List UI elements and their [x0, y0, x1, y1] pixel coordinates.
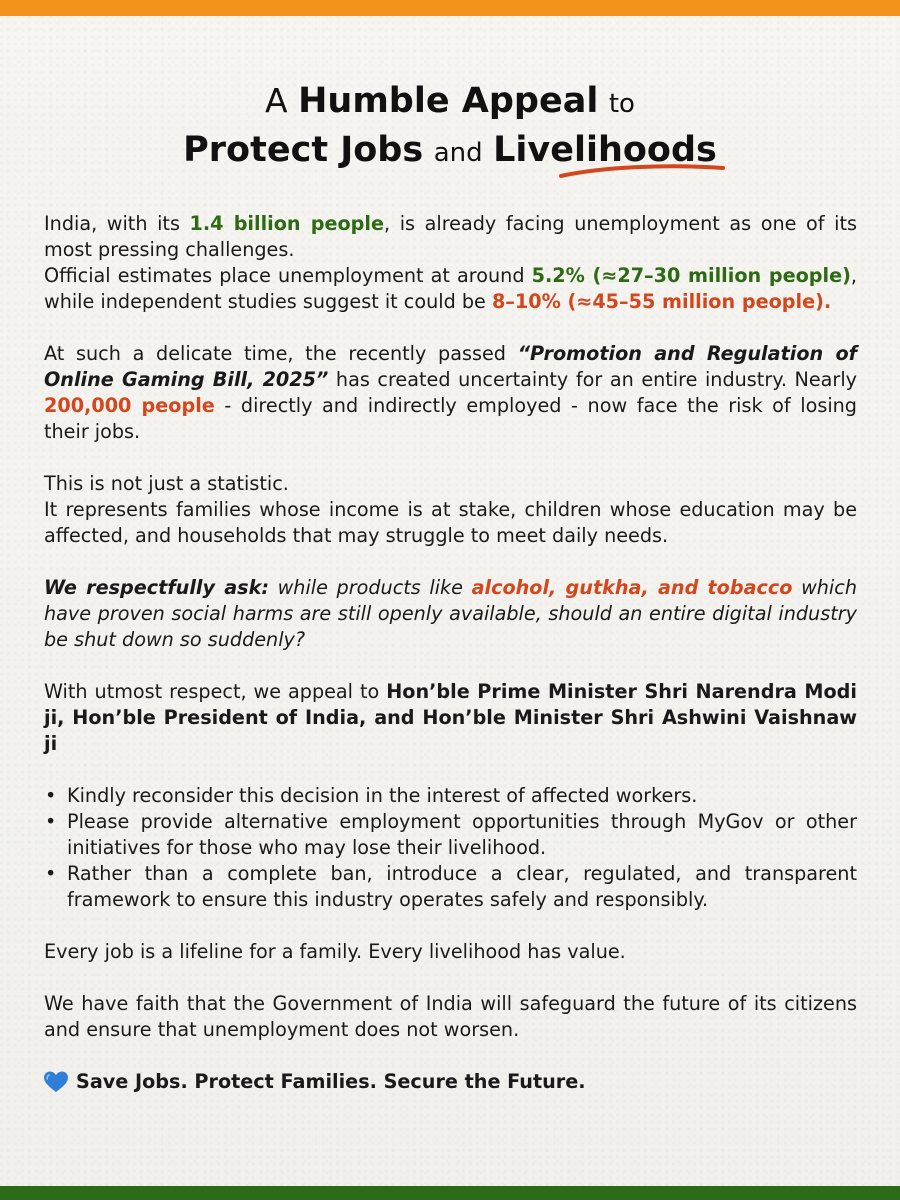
slogan-text: Save Jobs. Protect Families. Secure the Future. — [76, 1070, 586, 1093]
list-item — [44, 809, 857, 861]
text-span: Kindly reconsider this decision in the interest of affected workers. — [67, 784, 698, 807]
para-bill — [44, 341, 857, 445]
title-line-2 — [0, 127, 900, 176]
highlight-harmful-products: alcohol, gutkha, and tobacco — [471, 576, 793, 599]
title-word-and: and — [433, 138, 483, 168]
list-item — [44, 861, 857, 913]
highlight-population: 1.4 billion people — [189, 212, 385, 235]
text-span: has created uncertainty for an entire industry. Nearly — [328, 368, 858, 391]
page-title — [0, 78, 900, 176]
text-span: With utmost respect, we appeal to — [44, 680, 387, 703]
title-livelihoods: Livelihoods — [493, 130, 717, 170]
para-lifeline: Every job is a lifeline for a family. Every livelihood has value. — [44, 940, 626, 963]
bottom-green-band — [0, 1186, 900, 1200]
blue-heart-icon — [44, 1071, 68, 1093]
bullet: • — [45, 862, 57, 885]
text-span: , is already facing unemployment as one of its most pressing challenges. — [44, 212, 857, 261]
title-line-1 — [0, 78, 900, 127]
para-estimates — [44, 263, 857, 315]
highlight-independent-estimate: 8–10% (≈45–55 million people). — [491, 290, 832, 313]
para-population — [44, 211, 857, 263]
list-item — [44, 783, 857, 809]
highlight-official-estimate: 5.2% (≈27–30 million people) — [531, 264, 851, 287]
text-span: - directly and indirectly employed - now face the risk of losing their jobs. — [44, 394, 857, 443]
appeal-body — [44, 211, 857, 1095]
title-protect-jobs: Protect Jobs — [183, 130, 424, 170]
bullet: • — [45, 784, 57, 807]
text-span: Official estimates place unemployment at around — [44, 264, 532, 287]
text-span: India, with its — [44, 212, 190, 235]
request-list — [44, 783, 857, 913]
para-faith: We have faith that the Government of India will safeguard the future of its citizens and ensure that unemployment does not worsen. — [44, 992, 857, 1041]
highlight-officials: Hon’ble Prime Minister Shri Narendra Modi ji, Hon’ble President of India, and Hon’ble Minister Shri Ashwini Vaishnaw ji — [44, 680, 857, 755]
title-word-a: A — [265, 81, 288, 120]
top-saffron-band — [0, 0, 900, 16]
highlight-we-ask: We respectfully ask: — [44, 576, 269, 599]
para-not-statistic: This is not just a statistic. — [44, 472, 289, 495]
text-span: which have proven social harms are still openly available, should an entire digital industry be shut down so suddenly? — [44, 576, 857, 651]
text-span: Rather than a complete ban, introduce a clear, regulated, and transparent framework to ensure this industry operates safely and responsibly. — [67, 862, 857, 911]
para-families: It represents families whose income is at stake, children whose education may be affected, and households that may struggle to meet daily needs. — [44, 498, 857, 547]
text-span: while products like — [269, 576, 472, 599]
closing-slogan — [44, 1069, 857, 1095]
highlight-people-affected: 200,000 people — [44, 394, 215, 417]
bullet: • — [45, 810, 57, 833]
text-span: Please provide alternative employment opportunities through MyGov or other initiatives for those who may lose their livelihood. — [67, 810, 857, 859]
title-humble-appeal: Humble Appeal — [298, 81, 599, 121]
title-word-to: to — [608, 89, 635, 119]
text-span: , while independent studies suggest it could be — [44, 264, 857, 313]
highlight-bill-name: “Promotion and Regulation of Online Gaming Bill, 2025” — [44, 342, 857, 391]
para-appeal-to — [44, 679, 857, 757]
para-respectfully-ask — [44, 575, 857, 653]
text-span: At such a delicate time, the recently passed — [44, 342, 518, 365]
title-underline-swash — [558, 162, 726, 182]
